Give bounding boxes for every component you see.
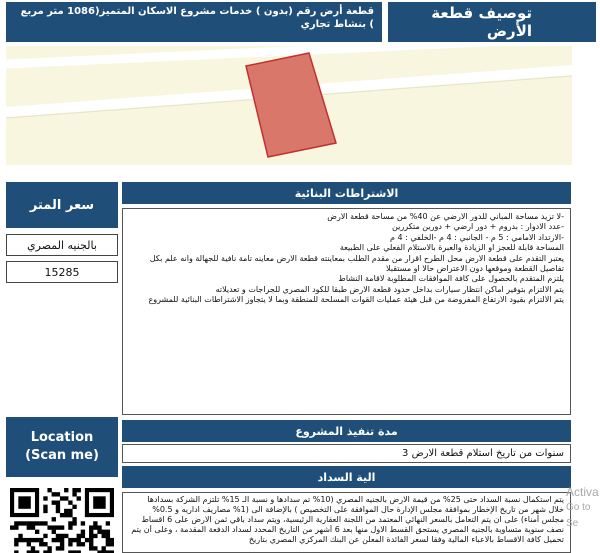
qr-module [43,534,47,538]
qr-module [77,538,81,542]
qr-module [85,538,89,542]
qr-module [81,521,85,525]
qr-module [14,542,18,546]
condition-line: يلتزم المتقدم بالحصول على كافة الموافقات المطلوبة لاقامة النشاط [338,274,564,284]
qr-module [60,525,64,529]
qr-module [14,525,18,529]
qr-module [14,538,18,542]
qr-module [39,538,43,542]
location-qr-code[interactable] [10,488,114,553]
activation-watermark [566,484,600,532]
qr-module [31,546,35,550]
qr-module [77,534,81,538]
conditions-body [122,208,571,415]
condition-line: -عدد الادوار : بدروم + دور ارضي + دورين متكررين [392,222,564,232]
price-value: 15285 [6,261,118,283]
qr-module [60,496,64,500]
qr-module [102,534,106,538]
payment-body [122,492,571,553]
condition-line: -لا تزيد مساحة المباني للدور الارضي عن 40% من مساحة قطعة الارض [327,212,564,221]
qr-module [52,530,56,534]
qr-module [27,525,31,529]
qr-module [52,538,56,542]
qr-module [31,521,35,525]
price-header: سعر المتر [6,182,118,228]
qr-module [68,525,72,529]
qr-module [35,538,39,542]
qr-module [56,525,60,529]
location-sub: (Scan me) [25,448,99,463]
qr-module [35,530,39,534]
qr-module [52,500,56,504]
qr-module [93,534,97,538]
qr-module [22,521,26,525]
qr-module [89,525,93,529]
qr-module [64,488,68,492]
land-description: قطعة أرض رقم (بدون ) خدمات مشروع الاسكان المتميز(1086 متر مربع ) بنشاط تجاري [6,2,382,42]
qr-module [47,525,51,529]
qr-module [18,538,22,542]
qr-module [10,525,14,529]
qr-module [110,538,114,542]
condition-line: -الارتداد الامامي : 5 م - الجانبي : 4 م -الخلفي : 4 م [389,232,564,242]
execution-duration: سنوات من تاريخ استلام قطعة الارض 3 [122,444,571,463]
condition-line: المساحة قابلة للعجز او الزيادة والعبرة بالاستلام الفعلي على الطبيعة [339,243,564,253]
section-title: توصيف قطعة الأرض [388,2,596,42]
price-currency: بالجنيه المصري [6,234,118,256]
qr-module [52,517,56,521]
location-label: Location [30,430,94,445]
qr-module [72,517,76,521]
watermark-line: Activa [566,485,599,499]
qr-module [77,488,81,492]
qr-module [93,546,97,550]
qr-module [81,534,85,538]
qr-module [14,521,18,525]
qr-module [43,505,47,509]
qr-module [72,492,76,496]
qr-module [77,496,81,500]
site-map[interactable] [6,46,572,165]
qr-module [97,530,101,534]
payment-line: نصف سنوية متساوية بالجنيه المصري يستحق القسط الاول منها بعد 6 أشهر من التاريخ المحدد لسداد الدفعة المقدمة ، وعلى أن يتم [131,525,564,534]
qr-module [81,542,85,546]
qr-module [93,525,97,529]
qr-module [68,513,72,517]
qr-module [43,542,47,546]
qr-module [64,513,68,517]
qr-module [102,530,106,534]
qr-module [93,521,97,525]
qr-module [22,538,26,542]
payment-line: تحميل كافة الاقساط بالاعباء المالية وفقا لسعر الفائدة المعلن عن البنك المركزي المصري بتاريخ [248,535,564,544]
map-graphic [6,46,572,165]
payment-line: يتم استكمال نسبة السداد حتى 25% من قيمة الارض بالجنيه المصري (10% تم سدادها و نسبة الـ 15% تلتزم الشركة بسدادها [147,495,564,504]
qr-module [89,530,93,534]
qr-module [43,496,47,500]
qr-module [52,492,56,496]
qr-module [89,534,93,538]
condition-line: يتم الالتزام بقيود الارتفاع المفروضة من قبل هيئة عمليات القوات المسلحة للمنطقة وبما لا يتجاوز الاشتراطات البنائية للمشروع [148,295,564,305]
qr-module [64,496,68,500]
payment-line: خلال شهر من تاريخ الإخطار بموافقة مجلس الإدارة حال الموافقة على التخصيص ) بالإضافة الى (1% مصاريف اداريه و 0.5% [152,505,564,514]
qr-module [72,488,76,492]
qr-module [39,521,43,525]
qr-finder [93,496,105,508]
qr-module [60,534,64,538]
qr-module [56,509,60,513]
qr-module [68,500,72,504]
qr-module [106,542,110,546]
execution-header: مدة تنفيذ المشروع [122,420,571,442]
qr-module [18,534,22,538]
qr-module [89,542,93,546]
location-header [6,417,118,477]
qr-module [68,538,72,542]
qr-module [56,500,60,504]
qr-module [52,525,56,529]
qr-module [39,542,43,546]
qr-module [60,513,64,517]
qr-module [18,521,22,525]
qr-code-graphic [10,488,114,553]
land-plot[interactable] [246,53,336,157]
conditions-header: الاشتراطات البنائية [122,182,571,204]
qr-module [31,525,35,529]
qr-finder [18,496,30,508]
qr-module [27,538,31,542]
qr-module [68,521,72,525]
condition-line: تفاصيل القطعة وموقعها دون الاعتراض حالا او مستقبلا [386,264,564,274]
qr-module [64,509,68,513]
condition-line: يعتبر التقدم على قطعة الارض محل الطرح اقرار من مقدم الطلب بمعاينته قطعة الارض معاينه تامة نافية للجهالة وانه علم بكل [149,253,564,263]
qr-module [47,488,51,492]
qr-module [43,509,47,513]
qr-module [106,534,110,538]
qr-module [72,521,76,525]
qr-module [68,509,72,513]
qr-module [43,521,47,525]
qr-module [60,546,64,550]
qr-module [56,546,60,550]
qr-module [60,542,64,546]
qr-module [56,505,60,509]
qr-module [68,542,72,546]
qr-module [72,505,76,509]
qr-module [106,530,110,534]
qr-module [102,546,106,550]
qr-module [89,546,93,550]
qr-module [106,538,110,542]
qr-module [89,538,93,542]
qr-module [56,492,60,496]
qr-module [106,521,110,525]
qr-module [64,534,68,538]
qr-module [81,530,85,534]
qr-module [72,538,76,542]
qr-module [77,542,81,546]
payment-header: الية السداد [122,466,571,488]
watermark-line: Go to Se [566,502,591,529]
qr-module [35,521,39,525]
qr-module [56,534,60,538]
qr-module [47,546,51,550]
qr-module [31,538,35,542]
qr-module [97,525,101,529]
payment-line: مجلس أمناء) على ان يتم التعامل بالسعر النهائي المعتمد من اللجنة العقارية الرئيسية، ويتم سداد باقي ثمن الارض على 6 اقساط [141,515,564,524]
condition-line: يتم الالتزام بتوفير اماكن انتظار سيارات بداخل حدود قطعة الارض طبقا للكود المصري للجراجات و تعديلاته [215,284,564,294]
qr-module [110,542,114,546]
qr-module [27,542,31,546]
qr-module [60,538,64,542]
qr-module [27,521,31,525]
qr-module [56,538,60,542]
